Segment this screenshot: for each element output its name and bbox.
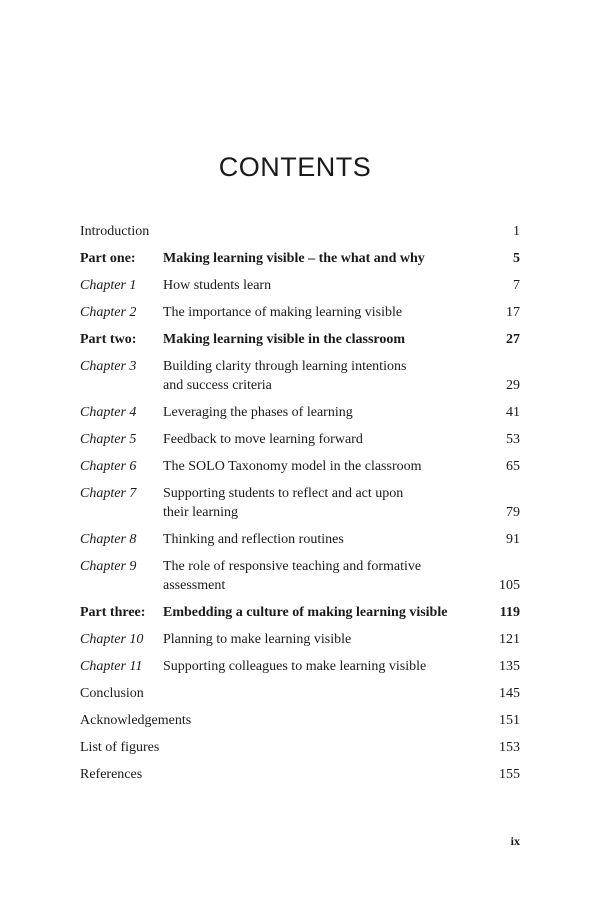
toc-entry-page: 7 [513, 278, 520, 293]
toc-entry-page: 145 [499, 686, 520, 701]
toc-entry-page: 119 [499, 605, 520, 620]
toc-entry-label: Chapter 2 [80, 305, 137, 320]
toc-entry-label: Part two: [80, 332, 137, 347]
table-of-contents [80, 222, 520, 792]
page-title: CONTENTS [218, 152, 372, 182]
toc-entry-title-line: The role of responsive teaching and formative [163, 559, 422, 574]
toc-entry-page: 121 [499, 632, 520, 647]
toc-entry-label: Chapter 5 [80, 432, 137, 447]
toc-entry-page: 155 [499, 767, 520, 782]
toc-entry-title: Making learning visible – the what and why [163, 251, 425, 266]
toc-entry-list-of-figures[interactable] [80, 738, 520, 757]
toc-entry-title [163, 357, 490, 395]
toc-entry-chapter-5[interactable] [80, 430, 520, 449]
toc-entry-title: Supporting colleagues to make learning visible [163, 659, 427, 674]
toc-entry-label: Chapter 1 [80, 278, 137, 293]
toc-entry-title: Making learning visible in the classroom [163, 332, 406, 347]
toc-entry-chapter-1[interactable] [80, 276, 520, 295]
toc-entry-title-line: their learning [163, 505, 239, 520]
toc-entry-page: 105 [499, 578, 520, 593]
toc-entry-title [163, 484, 490, 522]
toc-entry-label: Chapter 7 [80, 486, 137, 501]
toc-entry-page: 53 [506, 432, 520, 447]
toc-entry-title-line: Supporting students to reflect and act upon [163, 486, 404, 501]
toc-entry-title-line: Building clarity through learning intentions [163, 359, 407, 374]
toc-entry-page: 41 [506, 405, 520, 420]
toc-entry-title: The SOLO Taxonomy model in the classroom [163, 459, 422, 474]
toc-entry-page: 29 [506, 378, 520, 393]
toc-entry-chapter-8[interactable] [80, 530, 520, 549]
toc-entry-chapter-6[interactable] [80, 457, 520, 476]
toc-entry-page: 5 [513, 251, 520, 266]
toc-entry-page: 17 [506, 305, 520, 320]
toc-entry-title [163, 557, 490, 595]
toc-entry-conclusion[interactable] [80, 684, 520, 703]
toc-entry-chapter-4[interactable] [80, 403, 520, 422]
toc-entry-title-line: and success criteria [163, 378, 272, 393]
toc-entry-title: List of figures [80, 740, 160, 755]
toc-entry-label: Chapter 6 [80, 459, 137, 474]
toc-entry-title: Thinking and reflection routines [163, 532, 344, 547]
toc-entry-part-three[interactable] [80, 603, 520, 622]
toc-entry-page: 79 [506, 505, 520, 520]
toc-entry-chapter-11[interactable] [80, 657, 520, 676]
toc-entry-title: Acknowledgements [80, 713, 192, 728]
toc-entry-label: Chapter 9 [80, 559, 137, 574]
toc-entry-title: How students learn [163, 278, 272, 293]
toc-entry-label: Chapter 3 [80, 359, 137, 374]
toc-entry-title: The importance of making learning visible [163, 305, 403, 320]
toc-entry-page: 153 [499, 740, 520, 755]
toc-entry-acknowledgements[interactable] [80, 711, 520, 730]
toc-entry-chapter-10[interactable] [80, 630, 520, 649]
toc-entry-label: Part one: [80, 251, 136, 266]
toc-entry-chapter-3[interactable] [80, 357, 520, 395]
toc-entry-title: Conclusion [80, 686, 144, 701]
toc-entry-introduction[interactable] [80, 222, 520, 241]
toc-entry-title: Embedding a culture of making learning visible [163, 605, 448, 620]
toc-entry-chapter-7[interactable] [80, 484, 520, 522]
toc-entry-label: Chapter 11 [80, 659, 143, 674]
toc-entry-page: 27 [506, 332, 520, 347]
toc-entry-page: 65 [506, 459, 520, 474]
toc-entry-title-line: assessment [163, 578, 226, 593]
toc-entry-page: 91 [506, 532, 520, 547]
toc-entry-title: Introduction [80, 224, 150, 239]
toc-entry-title: Planning to make learning visible [163, 632, 352, 647]
toc-entry-page: 1 [513, 224, 520, 239]
toc-entry-label: Chapter 4 [80, 405, 137, 420]
toc-entry-part-one[interactable] [80, 249, 520, 268]
toc-entry-label: Chapter 8 [80, 532, 137, 547]
toc-entry-page: 151 [499, 713, 520, 728]
toc-entry-chapter-2[interactable] [80, 303, 520, 322]
toc-entry-page: 135 [499, 659, 520, 674]
page-number: ix [510, 834, 520, 848]
toc-entry-title: References [80, 767, 143, 782]
toc-entry-label: Part three: [80, 605, 146, 620]
toc-entry-references[interactable] [80, 765, 520, 784]
toc-entry-label: Chapter 10 [80, 632, 144, 647]
toc-entry-title: Leveraging the phases of learning [163, 405, 353, 420]
toc-entry-part-two[interactable] [80, 330, 520, 349]
toc-entry-chapter-9[interactable] [80, 557, 520, 595]
toc-entry-title: Feedback to move learning forward [163, 432, 363, 447]
